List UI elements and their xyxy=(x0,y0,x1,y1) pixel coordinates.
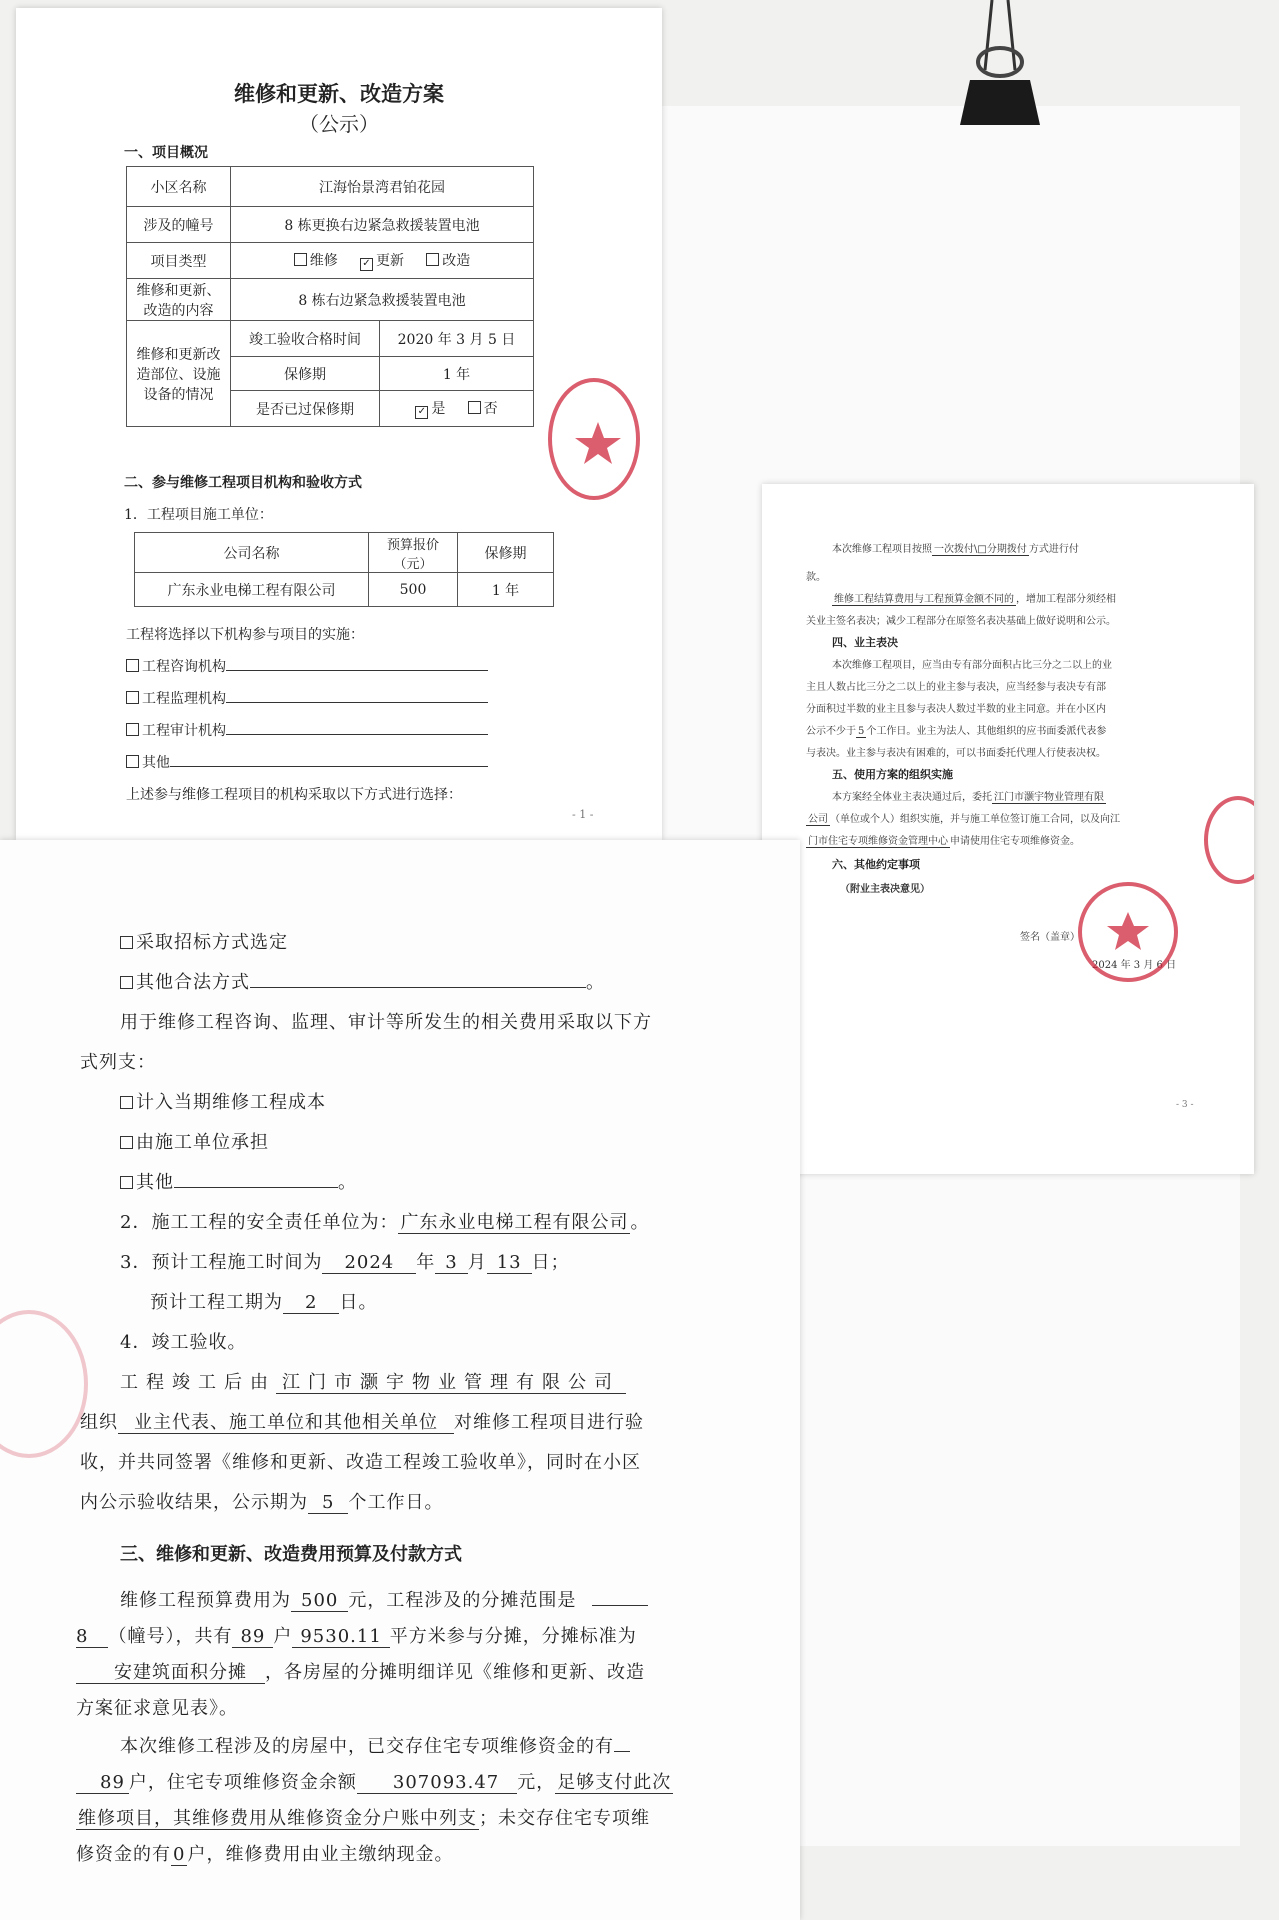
org-line-2: 公司 （单位或个人）组织实施，并与施工单位签订施工合同，以及向江 xyxy=(808,814,1120,825)
unpaid-households: 0 xyxy=(173,1844,186,1865)
acceptance-organizer: 江门市灏宇物业管理有限公司 xyxy=(276,1372,626,1394)
vote-line-2: 主且人数占比三分之二以上的业主参与表决，应当经参与表决专有部 xyxy=(806,682,1106,693)
section-2-heading: 二、参与维修工程项目机构和验收方式 xyxy=(124,475,362,491)
supervise-checkbox[interactable] xyxy=(126,691,139,704)
page-2 xyxy=(0,840,800,1920)
yes-checkbox-checked[interactable]: ✓ xyxy=(415,406,428,419)
section-1-heading: 一、项目概况 xyxy=(124,145,208,161)
diff-line-2: 关业主签名表决；减少工程部分在原签名表决基础上做好说明和公示。 xyxy=(806,616,1116,627)
bid-checkbox[interactable] xyxy=(120,936,133,949)
fund-balance: 307093.47 xyxy=(357,1772,517,1794)
company-warranty-header: 保修期 xyxy=(458,533,554,573)
agencies-intro: 工程将选择以下机构参与项目的实施： xyxy=(126,627,364,643)
duration-line: 预计工程工期为 2 日。 xyxy=(150,1292,378,1313)
update-checkbox-checked[interactable]: ✓ xyxy=(360,258,373,271)
company-name-header: 公司名称 xyxy=(135,533,369,573)
fee-option-1-checkbox[interactable] xyxy=(120,1096,133,1109)
acceptance-line-4: 内公示验收结果，公示期为 5 个工作日。 xyxy=(80,1492,444,1513)
content-value: 8 栋右边紧急救援装置电池 xyxy=(231,279,534,321)
acceptance-line-3: 收，并共同签署《维修和更新、改造工程竣工验收单》，同时在小区 xyxy=(80,1452,641,1473)
content-label: 维修和更新、改造的内容 xyxy=(127,279,231,321)
page-3 xyxy=(762,484,1254,1174)
construction-unit-heading: 1．工程项目施工单位： xyxy=(124,507,273,523)
page-1-number: - 1 - xyxy=(572,808,594,821)
repair-option-label: 维修 xyxy=(309,253,338,269)
facility-status-label: 维修和更新改造部位、设施设备的情况 xyxy=(127,321,231,427)
fee-option-3-row: 其他 。 xyxy=(120,1168,357,1194)
bid-row xyxy=(120,928,288,954)
section-3-heading: 三、维修和更新、改造费用预算及付款方式 xyxy=(120,1544,462,1565)
project-type-label: 项目类型 xyxy=(127,243,231,279)
building-number: 8 xyxy=(76,1626,108,1648)
vote-line-5: 与表决。业主参与表决有困难的，可以书面委托代理人行使表决权。 xyxy=(806,748,1106,759)
budget-header: 预算报价（元） xyxy=(369,533,458,573)
company-budget: 500 xyxy=(369,573,458,607)
publicity-days: 5 xyxy=(308,1492,348,1514)
other-legal-checkbox[interactable] xyxy=(120,976,133,989)
agency-audit-row xyxy=(126,720,488,740)
attachment-note: （附业主表决意见） xyxy=(840,884,930,895)
schedule-line: 3．预计工程施工时间为 2024 年 3 月 13 日； xyxy=(120,1252,570,1273)
building-value: 8 栋更换右边紧急救援装置电池 xyxy=(231,207,534,243)
fee-option-2-row xyxy=(120,1128,269,1154)
fund-source: 维修项目，其维修费用从维修资金分户账中列支 xyxy=(78,1808,477,1829)
household-count: 89 xyxy=(232,1626,273,1648)
repair-checkbox[interactable] xyxy=(294,253,307,266)
renovate-checkbox[interactable] xyxy=(426,253,439,266)
sufficient-note: 足够支付此次 xyxy=(557,1772,672,1793)
update-option-label: 更新 xyxy=(376,253,404,269)
range-blank xyxy=(592,1605,648,1606)
safety-unit: 广东永业电梯工程有限公司 xyxy=(400,1212,629,1233)
budget-line-4: 方案征求意见表》。 xyxy=(76,1698,238,1719)
start-day: 13 xyxy=(487,1252,532,1274)
agency-supervise-row xyxy=(126,688,488,708)
fee-option-1-label: 计入当期维修工程成本 xyxy=(136,1092,326,1113)
fee-option-2-checkbox[interactable] xyxy=(120,1136,133,1149)
fee-option-3-checkbox[interactable] xyxy=(120,1176,133,1189)
fee-other-blank xyxy=(174,1187,338,1188)
warranty-expired-options xyxy=(380,391,534,427)
payment-line-2: 款。 xyxy=(806,572,826,583)
project-type-options xyxy=(231,243,534,279)
bid-label: 采取招标方式选定 xyxy=(136,932,288,953)
acceptance-date-value: 2020 年 3 月 5 日 xyxy=(380,321,534,357)
signature-label: 签名（盖章） xyxy=(1020,932,1080,943)
acceptance-line-2: 组织 业主代表、施工单位和其他相关单位 对维修工程项目进行验 xyxy=(80,1412,644,1433)
page-1 xyxy=(16,8,662,840)
audit-blank xyxy=(226,734,488,735)
renovate-option-label: 改造 xyxy=(442,253,471,269)
partial-seal-icon xyxy=(1204,796,1254,884)
other-legal-blank xyxy=(250,987,586,988)
vote-line-3: 分面积过半数的业主且参与表决人数过半数的业主同意。并在小区内 xyxy=(806,704,1106,715)
fee-option-3-label: 其他 xyxy=(136,1172,174,1193)
fund-line-1: 本次维修工程涉及的房屋中，已交存住宅专项维修资金的有 xyxy=(120,1732,630,1758)
selection-intro: 上述参与维修工程项目的机构采取以下方式进行选择： xyxy=(126,787,462,803)
acceptance-date-label: 竣工验收合格时间 xyxy=(231,321,380,357)
acceptance-line-1: 工程竣工后由 江门市灏宇物业管理有限公司 xyxy=(120,1368,626,1394)
fund-line-2: 89 户，住宅专项维修资金余额 307093.47 元， 足够支付此次 xyxy=(76,1768,673,1794)
agency-supervise-label: 工程监理机构 xyxy=(142,691,226,707)
agency-other-row xyxy=(126,752,488,772)
vote-days: 5 xyxy=(858,726,865,737)
audit-checkbox[interactable] xyxy=(126,723,139,736)
binder-clip-icon xyxy=(955,0,1045,130)
section-5-heading: 五、使用方案的组织实施 xyxy=(832,768,953,781)
payment-method: 一次拨付\□分期拨付 xyxy=(934,544,1027,555)
company-seal-icon xyxy=(548,378,640,500)
other-legal-row: 其他合法方式 。 xyxy=(120,968,605,994)
consult-blank xyxy=(226,670,488,671)
document-title: 维修和更新、改造方案 xyxy=(234,81,444,106)
duration-days: 2 xyxy=(283,1292,339,1314)
other-agency-blank xyxy=(170,766,488,767)
project-overview-table xyxy=(126,166,534,427)
page-3-number: - 3 - xyxy=(1176,1100,1194,1110)
fund-line-3: 维修项目，其维修费用从维修资金分户账中列支 ；未交存住宅专项维 xyxy=(78,1808,650,1829)
fee-option-1-row xyxy=(120,1088,326,1114)
company-table xyxy=(134,532,554,607)
consult-checkbox[interactable] xyxy=(126,659,139,672)
fund-line-4: 修资金的有 0 户，维修费用由业主缴纳现金。 xyxy=(76,1844,454,1865)
warranty-expired-label: 是否已过保修期 xyxy=(231,391,380,427)
safety-unit-line: 2．施工工程的安全责任单位为： 广东永业电梯工程有限公司 。 xyxy=(120,1212,650,1233)
other-legal-label: 其他合法方式 xyxy=(136,972,250,993)
vote-line-1: 本次维修工程项目，应当由专有部分面积占比三分之二以上的业 xyxy=(832,660,1112,671)
budget-line-2: 8 （幢号），共有 89 户 9530.11 平方米参与分摊，分摊标准为 xyxy=(76,1626,637,1647)
org-line-3: 门市住宅专项维修资金管理中心 申请使用住宅专项维修资金。 xyxy=(808,836,1080,847)
company-seal-icon xyxy=(1078,882,1178,982)
acceptance-parties: 业主代表、施工单位和其他相关单位 xyxy=(118,1412,454,1434)
other-agency-checkbox[interactable] xyxy=(126,755,139,768)
no-checkbox[interactable] xyxy=(468,401,481,414)
diff-line-1: 维修工程结算费用与工程预算金额不同的 ，增加工程部分须经相 xyxy=(834,594,1116,605)
shared-area: 9530.11 xyxy=(292,1626,389,1648)
fee-option-2-label: 由施工单位承担 xyxy=(136,1132,269,1153)
yes-label: 是 xyxy=(431,401,446,417)
building-label: 涉及的幢号 xyxy=(127,207,231,243)
document-subtitle: （公示） xyxy=(299,112,379,136)
community-name-value: 江海怡景湾君铂花园 xyxy=(231,167,534,207)
supervise-blank xyxy=(226,702,488,703)
acceptance-heading: 4．竣工验收。 xyxy=(120,1332,247,1353)
start-year: 2024 xyxy=(322,1252,416,1274)
section-4-heading: 四、业主表决 xyxy=(832,636,898,649)
agency-consult-row xyxy=(126,656,488,676)
fee-line-1: 用于维修工程咨询、监理、审计等所发生的相关费用采取以下方 xyxy=(120,1012,652,1033)
faded-seal-icon xyxy=(0,1310,88,1458)
org-company: 江门市灏宇物业管理有限 xyxy=(994,792,1104,803)
company-name: 广东永业电梯工程有限公司 xyxy=(135,573,369,607)
section-6-heading: 六、其他约定事项 xyxy=(832,858,920,871)
vote-line-4: 公示不少于 5 个工作日。业主为法人、其他组织的应书面委派代表参 xyxy=(806,726,1107,737)
paid-households: 89 xyxy=(76,1772,129,1794)
allocation-standard: 安建筑面积分摊 xyxy=(76,1662,265,1684)
warranty-value: 1 年 xyxy=(380,357,534,391)
community-name-label: 小区名称 xyxy=(127,167,231,207)
company-warranty: 1 年 xyxy=(458,573,554,607)
org-line-1: 本方案经全体业主表决通过后，委托 江门市灏宇物业管理有限 xyxy=(832,792,1104,803)
payment-line-1: 本次维修工程项目按照 一次拨付\□分期拨付 方式进行付 xyxy=(832,544,1079,555)
budget-amount: 500 xyxy=(291,1590,348,1612)
agency-audit-label: 工程审计机构 xyxy=(142,723,226,739)
agency-other-label: 其他 xyxy=(142,755,170,771)
no-label: 否 xyxy=(483,401,498,417)
agency-consult-label: 工程咨询机构 xyxy=(142,659,226,675)
fund-blank xyxy=(614,1751,630,1752)
fee-line-2: 式列支： xyxy=(80,1052,156,1073)
warranty-label: 保修期 xyxy=(231,357,380,391)
budget-line-1: 维修工程预算费用为 500 元，工程涉及的分摊范围是 xyxy=(120,1586,648,1612)
budget-line-3: 安建筑面积分摊 ，各房屋的分摊明细详见《维修和更新、改造 xyxy=(76,1658,645,1684)
start-month: 3 xyxy=(435,1252,467,1274)
signature-date: 2024 年 3 月 6 日 xyxy=(1092,960,1177,971)
